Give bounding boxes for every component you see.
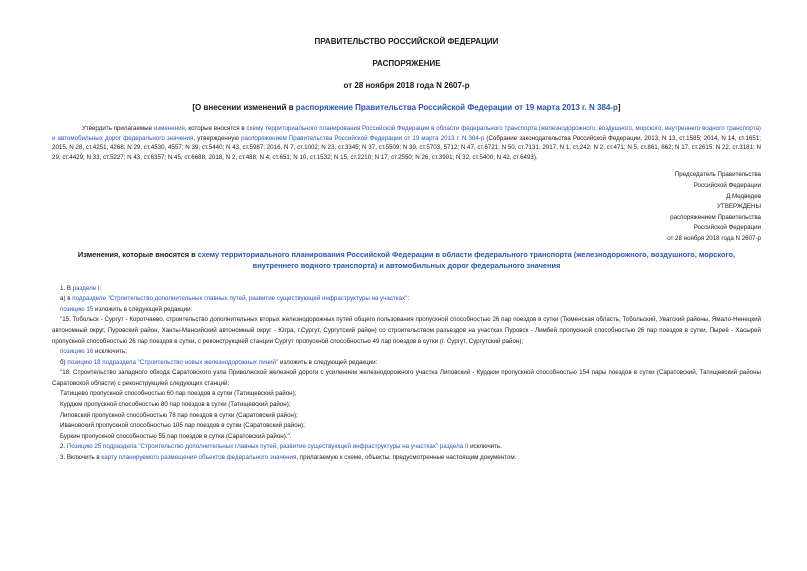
signature-block xyxy=(52,170,761,244)
changes-list xyxy=(52,284,761,464)
order-heading: РАСПОРЯЖЕНИЕ xyxy=(372,59,441,68)
list-item: Татищево пропускной способностью 60 пар поездов в сутки (Татищевский район); xyxy=(60,390,297,398)
title-prefix: [О внесении изменений в xyxy=(192,103,296,112)
list-item: "15. Тобольск - Сургут - Коротчаево, строительство дополнительных вторых железнодорожных путей общего пользования пропускной способностью 26 пар поездов в сутки (Тюменская область, Тобольский, Уватский районы, Ямало-Ненецкий автономный округ, Пуровский район, Ханты-Мансийский автономный округ - Югра, г.Сургут, Сургутский район) со строительством разъездов на участках Пуровск - Лимбей пропускной способностью 26 пар поездов в сутки, Пыреё - Хасырей пропускной способностью 26 пар поездов в сутки, с реконструкцией станции Сургут пропускной способностью 49 пар поездов в сутки (г. Сургут, Сургутский район); xyxy=(52,316,761,345)
intro-text-4: (Собрание законодательства Российской Федерации, 2013, N 13, ст.1585; 2014, N 14, ст.1651; 2015, N 28, ст.4251, 4268; N 29, ст.4530, 4557; N 39, ст.5440; N 43, ст.5987; 2016, N 7, ст.1002; N 23, ст.3345; N 37, ст.5509; N 39, ст.5703, 5712; N 47, ст.6721; N 50, ст.7131; 2017, N 1, ст.242; N 2, ст.471; N 5, ст.861, 862; N 17, ст.2615; N 22, ст.3181; N 29, ст.4429; N 33, ст.5227; N 43, ст.6357; N 45, ст.6688; 2018, N 2, ст.488; N 4, ст.651; N 10, ст.1532; N 15, ст.2210; N 17, ст.2550; N 26, ст.3901; N 32, ст.5400; N 42, ст.6493). xyxy=(52,134,762,161)
list-item xyxy=(52,294,761,305)
list-item xyxy=(52,453,761,464)
list-item xyxy=(52,347,761,358)
item-text: исключить; xyxy=(93,348,127,356)
map-link[interactable]: карту планируемого размещения объектов федерального значения xyxy=(101,454,297,462)
signature-line: Российской Федерации xyxy=(693,181,761,189)
item-text: б) xyxy=(60,358,68,366)
signature-line: Российской Федерации xyxy=(693,224,761,232)
list-item: Ивановский пропускной способностью 105 пар поездов в сутки (Саратовский район); xyxy=(60,422,305,430)
position-25-link[interactable]: Позицию 25 подраздела "Строительство дополнительных главных путей, развитие существующей инфраструктуры на участках" раздела II xyxy=(66,443,469,451)
item-text: исключить. xyxy=(468,443,502,451)
signature-line: от 28 ноября 2018 года N 2607-р xyxy=(667,234,761,242)
changes-heading xyxy=(52,249,761,271)
position-15-link[interactable]: позицию 15 xyxy=(60,305,94,313)
list-item xyxy=(52,442,761,453)
item-text: 3. Включить в xyxy=(60,454,102,462)
list-item: Курдюм пропускной способностью 80 пар поездов в сутки (Татищевский район); xyxy=(60,401,291,409)
item-text: 2. xyxy=(60,443,67,451)
list-item xyxy=(52,284,761,295)
item-text: , прилагаемую к схеме, объекты, предусмотренные настоящим документом. xyxy=(296,454,517,462)
position-16-link[interactable]: позицию 16 xyxy=(60,348,94,356)
section-1-link[interactable]: разделе I xyxy=(72,284,100,292)
intro-text-3: , утвержденную xyxy=(193,134,242,142)
intro-paragraph xyxy=(52,124,761,162)
item-text: : xyxy=(99,284,102,292)
scheme-link[interactable]: схему территориального планирования Российской Федерации в области федерального транспорта (железнодорожного, воздушного, морского, внутреннего водного транспорта) и автомобильных дорог федерального значения xyxy=(52,125,761,142)
item-text: изложить в следующей редакции: xyxy=(93,305,193,313)
list-item: Буркин пропускной способностью 55 пар поездов в сутки (Саратовский район).". xyxy=(60,432,292,440)
title-suffix: ] xyxy=(617,103,621,112)
subsection-link[interactable]: подразделе "Строительство дополнительных главных путей, развитие существующей инфраструктуры на участках" xyxy=(72,295,408,303)
order-date: от 28 ноября 2018 года N 2607-р xyxy=(343,81,470,90)
item-text: а) в xyxy=(60,295,73,303)
list-item: "18. Строительство западного обхода Саратовского узла Приволжской железной дороги с усилением железнодорожного участка Липовский - Курдюм пропускной способностью 154 пары поездов в сутки (Саратовский, Татищевский районы Саратовской области) с реконструкцией следующих станций: xyxy=(52,369,761,387)
list-item: Липовский пропускной способностью 78 пар поездов в сутки (Саратовский район); xyxy=(60,411,298,419)
signature-line: Д.Медведев xyxy=(726,192,761,200)
signature-line: УТВЕРЖДЕНЫ xyxy=(717,203,761,211)
government-heading: ПРАВИТЕЛЬСТВО РОССИЙСКОЙ ФЕДЕРАЦИИ xyxy=(314,37,499,46)
item-text: : xyxy=(407,295,410,303)
item-text: изложить в следующей редакции: xyxy=(278,358,378,366)
list-item xyxy=(52,305,761,316)
intro-text-2: , которые вносятся в xyxy=(184,125,247,132)
title-link[interactable]: распоряжение Правительства Российской Федерации от 19 марта 2013 г. N 384-р xyxy=(295,103,618,112)
changes-link[interactable]: изменения xyxy=(153,125,185,132)
list-item xyxy=(52,358,761,369)
order-384-link[interactable]: распоряжением Правительства Российской Федерации от 19 марта 2013 г. N 384-р xyxy=(241,134,485,142)
signature-line: Председатель Правительства xyxy=(674,171,761,179)
changes-heading-text: Изменения, которые вносятся в xyxy=(77,249,198,259)
changes-heading-link[interactable]: схему территориального планирования Российской Федерации в области федерального транспорта (железнодорожного, воздушного, морского, внутреннего водного транспорта) и автомобильных дорог федерального значения xyxy=(197,249,736,270)
intro-text-1: Утвердить прилагаемые xyxy=(82,125,154,132)
item-text: 1. В xyxy=(60,284,73,292)
signature-line: распоряжением Правительства xyxy=(670,213,761,221)
position-18-link[interactable]: позицию 18 подраздела "Строительство новых железнодорожных линий" xyxy=(67,358,279,366)
order-title xyxy=(52,102,761,114)
